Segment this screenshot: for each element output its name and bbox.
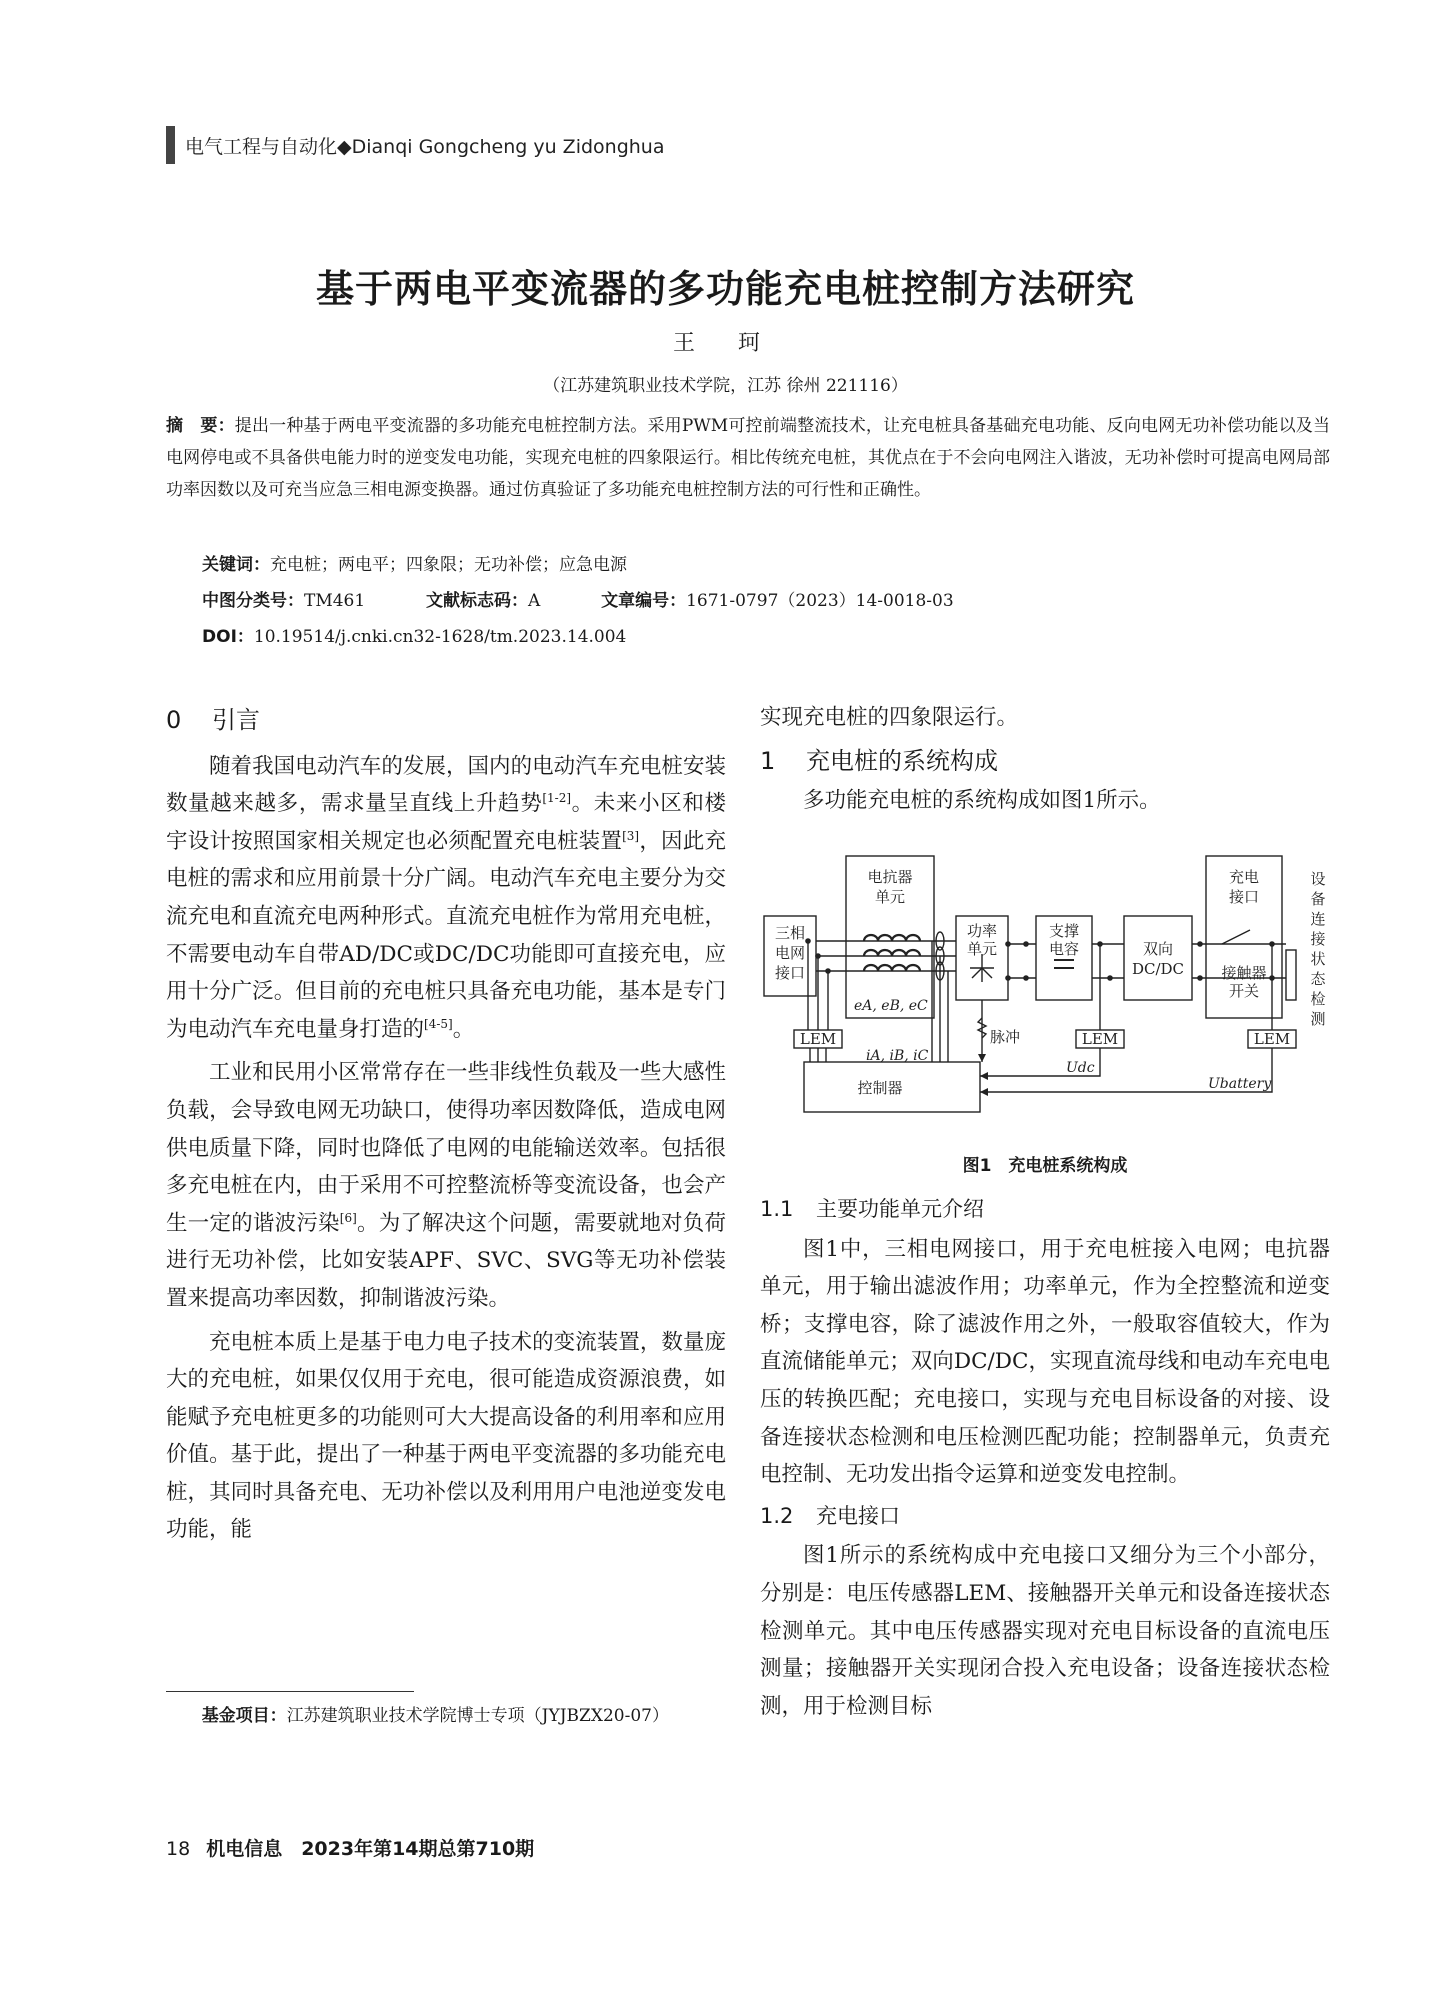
- section-1-2-heading: [760, 1498, 1330, 1536]
- abstract: [166, 410, 1330, 506]
- detect-char-1: 设: [1310, 870, 1326, 888]
- keywords-label: 关键词：: [202, 555, 270, 575]
- doc-code-value: A: [528, 591, 541, 611]
- cap-line-2: 电容: [1048, 940, 1080, 958]
- right-column: [760, 699, 1330, 820]
- citation: [3]: [622, 828, 640, 843]
- contactor-line-2: 开关: [1228, 982, 1260, 1000]
- right-column-lower: [760, 1191, 1330, 1725]
- header-bar: [166, 126, 175, 164]
- section-1-2-title: 充电接口: [816, 1503, 900, 1528]
- controller-label: 控制器: [857, 1079, 903, 1097]
- figure-1-caption: 图1 充电桩系统构成: [962, 1156, 1128, 1176]
- pulse-label: 脉冲: [990, 1028, 1021, 1046]
- dcdc-line-1: 双向: [1142, 940, 1174, 958]
- doi: [202, 622, 626, 647]
- section-1-2-paragraph: 图1所示的系统构成中充电接口又细分为三个小部分，分别是：电压传感器LEM、接触器开关单元和设备连接状态检测单元。其中电压传感器实现对充电目标设备的直流电压测量；接触器开关实现闭合投入充电设备；设备连接状态检测，用于检测目标: [760, 1543, 1330, 1719]
- lem-left-label: LEM: [799, 1030, 837, 1048]
- left-column: [166, 702, 726, 1549]
- detect-char-5: 状: [1310, 950, 1326, 968]
- ubattery-label: Ubattery: [1208, 1076, 1272, 1092]
- section-1-1-number: 1.1: [760, 1197, 794, 1221]
- section-1-1-heading: [760, 1191, 1330, 1229]
- article-affiliation: （江苏建筑职业技术学院，江苏 徐州 221116）: [543, 376, 908, 396]
- detect-char-6: 态: [1310, 970, 1326, 988]
- article-title: 基于两电平变流器的多功能充电桩控制方法研究: [315, 267, 1135, 311]
- header-text: 电气工程与自动化◆Dianqi Gongcheng yu Zidonghua: [185, 135, 665, 158]
- reactor-line-1: 电抗器: [867, 868, 913, 886]
- keywords-text: 充电桩；两电平；四象限；无功补偿；应急电源: [270, 555, 627, 575]
- contactor-line-1: 接触器: [1221, 964, 1267, 982]
- clc-value: TM461: [304, 591, 366, 611]
- abstract-label: 摘 要：: [166, 416, 235, 436]
- section-1-title: 充电桩的系统构成: [806, 746, 998, 775]
- dcdc-line-2: DC/DC: [1131, 960, 1185, 978]
- footnote: [166, 1700, 726, 1732]
- detect-char-3: 连: [1310, 910, 1326, 928]
- section-0-heading: [166, 702, 726, 740]
- detect-char-4: 接: [1310, 930, 1326, 948]
- section-1-number: 1: [760, 746, 776, 775]
- i-abc-label: iA, iB, iC: [866, 1048, 929, 1064]
- section-1-intro: 多功能充电桩的系统构成如图1所示。: [803, 788, 1161, 814]
- journal-issue: 机电信息 2023年第14期总第710期: [206, 1838, 535, 1860]
- power-line-1: 功率: [966, 922, 998, 940]
- article-no-value: 1671-0797（2023）14-0018-03: [686, 591, 954, 611]
- doi-label: DOI：: [202, 627, 254, 647]
- udc-label: Udc: [1066, 1060, 1095, 1076]
- intro-paragraph-2: 工业和民用小区常常存在一些非线性负载及一些大感性负载，会导致电网无功缺口，使得功率因数降低，造成电网供电质量下降，同时也降低了电网的电能输送效率。包括很多充电桩在内，由于采用不可控整流桥等变流设备，也会产生一定的谐波污染[6]。为了解决这个问题，需要就地对负荷进行无功补偿，比如安装APF、SVC、SVG等无功补偿装置来提高功率因数，抑制谐波污染。: [166, 1060, 726, 1311]
- footnote-text: 江苏建筑职业技术学院博士专项（JYJBZX20-07）: [286, 1706, 669, 1726]
- keywords: [202, 550, 627, 575]
- intro-paragraph-3: 充电桩本质上是基于电力电子技术的变流装置，数量庞大的充电桩，如果仅仅用于充电，很可能造成资源浪费，如能赋予充电桩更多的功能则可大大提高设备的利用率和应用价值。基于此，提出了一种基于两电平变流器的多功能充电桩，其同时具备充电、无功补偿以及利用用户电池逆变发电功能，能: [166, 1329, 726, 1543]
- doi-value: 10.19514/j.cnki.cn32-1628/tm.2023.14.004: [253, 627, 627, 647]
- detect-sensor-block: [1286, 950, 1296, 1000]
- abstract-text: 提出一种基于两电平变流器的多功能充电桩控制方法。采用PWM可控前端整流技术，让充电桩具备基础充电功能、反向电网无功补偿功能以及当电网停电或不具备供电能力时的逆变发电功能，实现充电桩的四象限运行。相比传统充电桩，其优点在于不会向电网注入谐波，无功补偿时可提高电网局部功率因数以及可充当应急三相电源变换器。通过仿真验证了多功能充电桩控制方法的可行性和正确性。: [166, 416, 1330, 500]
- figure-1-diagram: [760, 850, 1340, 1140]
- dcdc-block: [1124, 916, 1192, 1000]
- e-abc-label: eA, eB, eC: [854, 998, 928, 1014]
- grid-if-line-1: 三相: [774, 924, 806, 942]
- grid-if-line-3: 接口: [774, 964, 806, 982]
- section-1-1-paragraph: 图1中，三相电网接口，用于充电桩接入电网；电抗器单元，用于输出滤波作用；功率单元，作为全控整流和逆变桥；支撑电容，除了滤波作用之外，一般取容值较大，作为直流储能单元；双向DC/DC，实现直流母线和电动车充电电压的转换匹配；充电接口，实现与充电目标设备的对接、设备连接状态检测和电压检测匹配功能；控制器单元，负责充电控制、无功发出指令运算和逆变发电控制。: [760, 1236, 1330, 1488]
- grid-if-line-2: 电网: [774, 944, 806, 962]
- section-0-number: 0: [166, 706, 182, 734]
- lem-mid-label: LEM: [1081, 1030, 1119, 1048]
- footnote-rule: [166, 1691, 414, 1692]
- detect-char-8: 测: [1310, 1010, 1326, 1028]
- doc-code-label: 文献标志码：: [426, 591, 529, 611]
- classification: [202, 586, 954, 611]
- clc-label: 中图分类号：: [202, 591, 304, 611]
- charge-if-line-2: 接口: [1228, 888, 1260, 906]
- section-0-title: 引言: [212, 706, 260, 734]
- section-1-heading: [760, 743, 1330, 781]
- citation: [4-5]: [424, 1016, 453, 1031]
- citation: [1-2]: [542, 791, 572, 806]
- power-line-2: 单元: [966, 940, 998, 958]
- page-footer: [166, 1834, 534, 1861]
- section-1-2-number: 1.2: [760, 1503, 794, 1528]
- charge-if-line-1: 充电: [1228, 868, 1260, 886]
- article-author: 王 珂: [673, 331, 778, 356]
- detect-char-2: 备: [1310, 890, 1326, 908]
- intro-paragraph-1: 随着我国电动汽车的发展，国内的电动汽车充电桩安装数量越来越多，需求量呈直线上升趋势[1-2]。未来小区和楼宇设计按照国家相关规定也必须配置充电桩装置[3]，因此充电桩的需求和应用前景十分广阔。电动汽车充电主要分为交流充电和直流充电两种形式。直流充电桩作为常用充电桩，不需要电动车自带AD/DC或DC/DC功能即可直接充电，应用十分广泛。但目前的充电桩只具备充电功能，基本是专门为电动汽车充电量身打造的[4-5]。: [166, 753, 726, 1042]
- page-number: 18: [166, 1838, 191, 1860]
- running-header: [166, 126, 665, 164]
- intro-paragraph-3-continued: 实现充电桩的四象限运行。: [760, 705, 1019, 730]
- article-no-label: 文章编号：: [601, 591, 687, 611]
- section-1-1-title: 主要功能单元介绍: [816, 1197, 984, 1221]
- lem-right-label: LEM: [1253, 1030, 1291, 1048]
- footnote-label: 基金项目：: [201, 1706, 287, 1726]
- citation: [6]: [339, 1210, 357, 1225]
- detect-char-7: 检: [1310, 990, 1326, 1008]
- cap-line-1: 支撑: [1048, 922, 1080, 940]
- reactor-line-2: 单元: [874, 888, 906, 906]
